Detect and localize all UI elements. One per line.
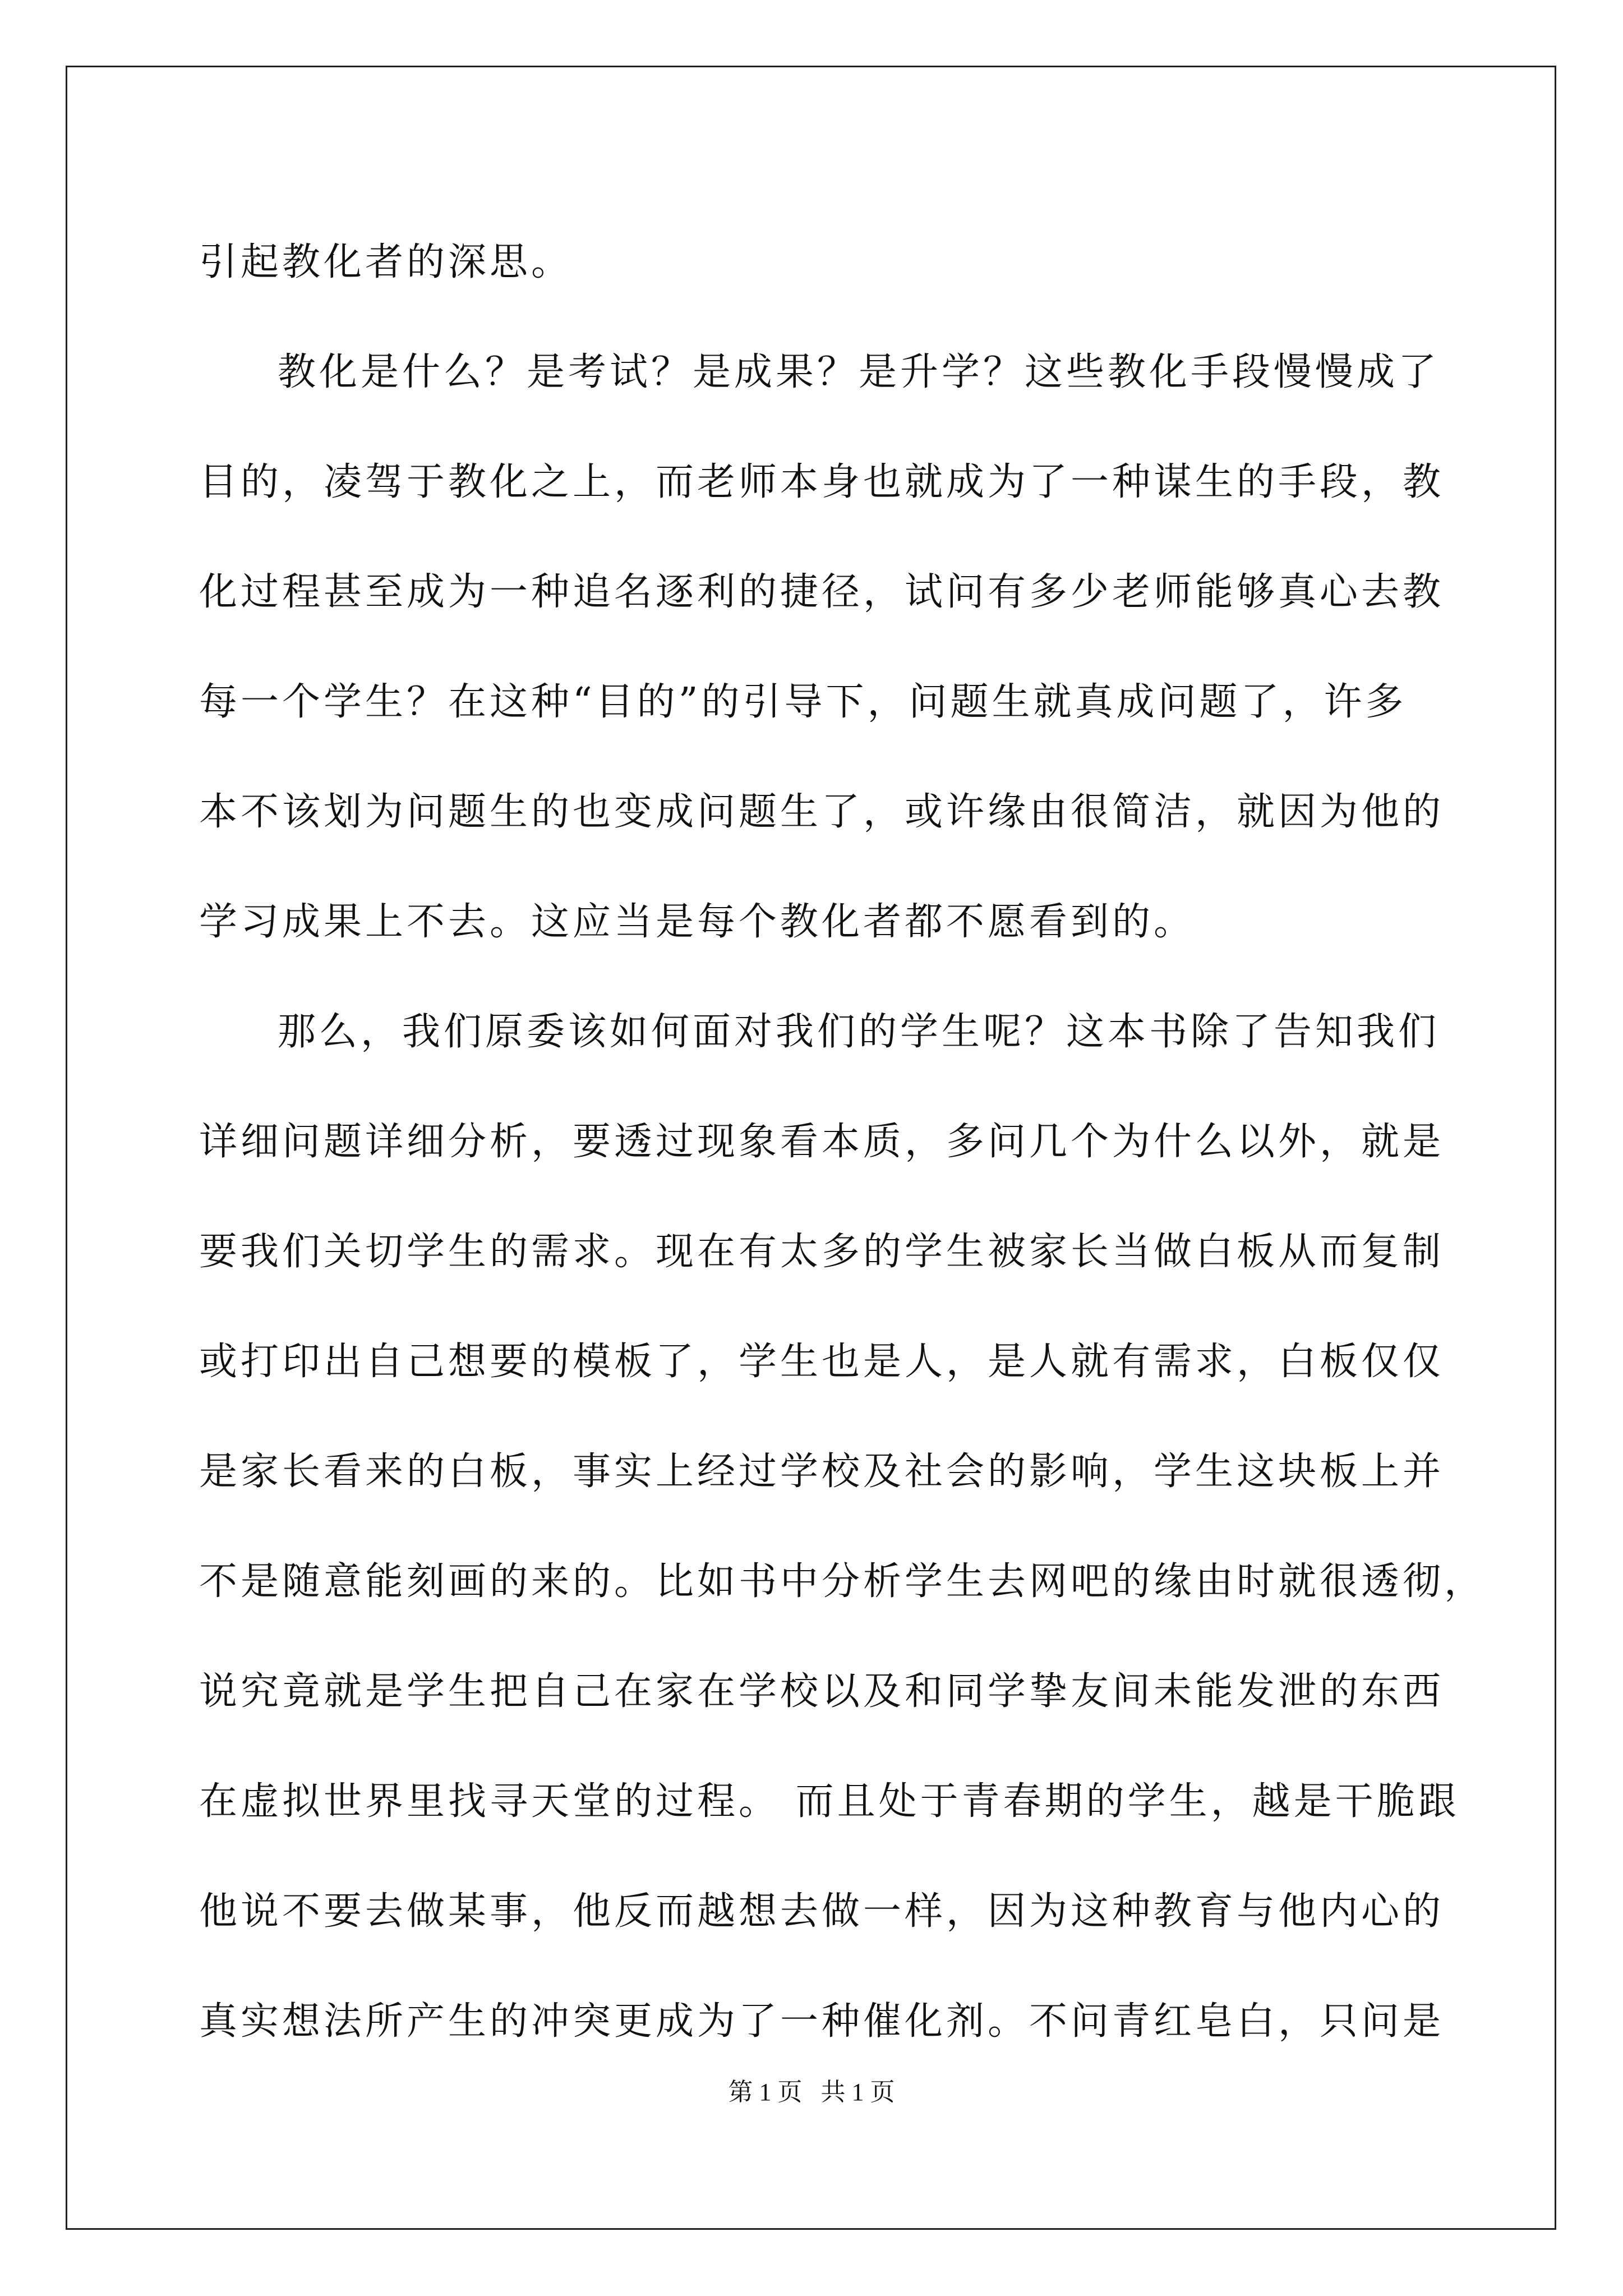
text-line: 不是随意能刻画的来的。比如书中分析学生去网吧的缘由时就很透彻，: [199, 1559, 1486, 1604]
text-line: 要我们关切学生的需求。现在有太多的学生被家长当做白板从而复制: [199, 1230, 1445, 1274]
text-line: 引起教化者的深思。: [199, 240, 573, 284]
text-line: 学习成果上不去。这应当是每个教化者都不愿看到的。: [199, 900, 1196, 944]
text-line: 或打印出自己想要的模板了，学生也是人，是人就有需求，白板仅仅: [199, 1340, 1445, 1384]
text-line: 教化是什么？是考试？是成果？是升学？这些教化手段慢慢成了: [278, 350, 1440, 394]
text-line: 他说不要去做某事，他反而越想去做一样，因为这种教育与他内心的: [199, 1889, 1445, 1934]
page-number-footer: 第 1 页 共 1 页: [728, 2078, 895, 2106]
document-body: [199, 208, 1486, 2077]
text-line: 是家长看来的白板，事实上经过学校及社会的影响，学生这块板上并: [199, 1450, 1445, 1494]
text-line: 化过程甚至成为一种追名逐利的捷径，试问有多少老师能够真心去教: [199, 570, 1445, 614]
text-line: 真实想法所产生的冲突更成为了一种催化剂。不问青红皂白，只问是: [199, 1999, 1445, 2044]
text-line: 详细问题详细分析，要透过现象看本质，多问几个为什么以外，就是: [199, 1120, 1445, 1164]
text-line: 说究竟就是学生把自己在家在学校以及和同学挚友间未能发泄的东西: [199, 1669, 1445, 1714]
text-line: 目的，凌驾于教化之上，而老师本身也就成为了一种谋生的手段，教: [199, 460, 1445, 504]
text-line: 在虚拟世界里找寻天堂的过程。 而且处于青春期的学生，越是干脆跟: [199, 1779, 1460, 1824]
text-line: 那么，我们原委该如何面对我们的学生呢？这本书除了告知我们: [278, 1010, 1440, 1054]
text-line: 本不该划为问题生的也变成问题生了，或许缘由很简洁，就因为他的: [199, 790, 1445, 834]
text-line: 每一个学生？在这种“目的”的引导下，问题生就真成问题了，许多: [199, 680, 1407, 724]
